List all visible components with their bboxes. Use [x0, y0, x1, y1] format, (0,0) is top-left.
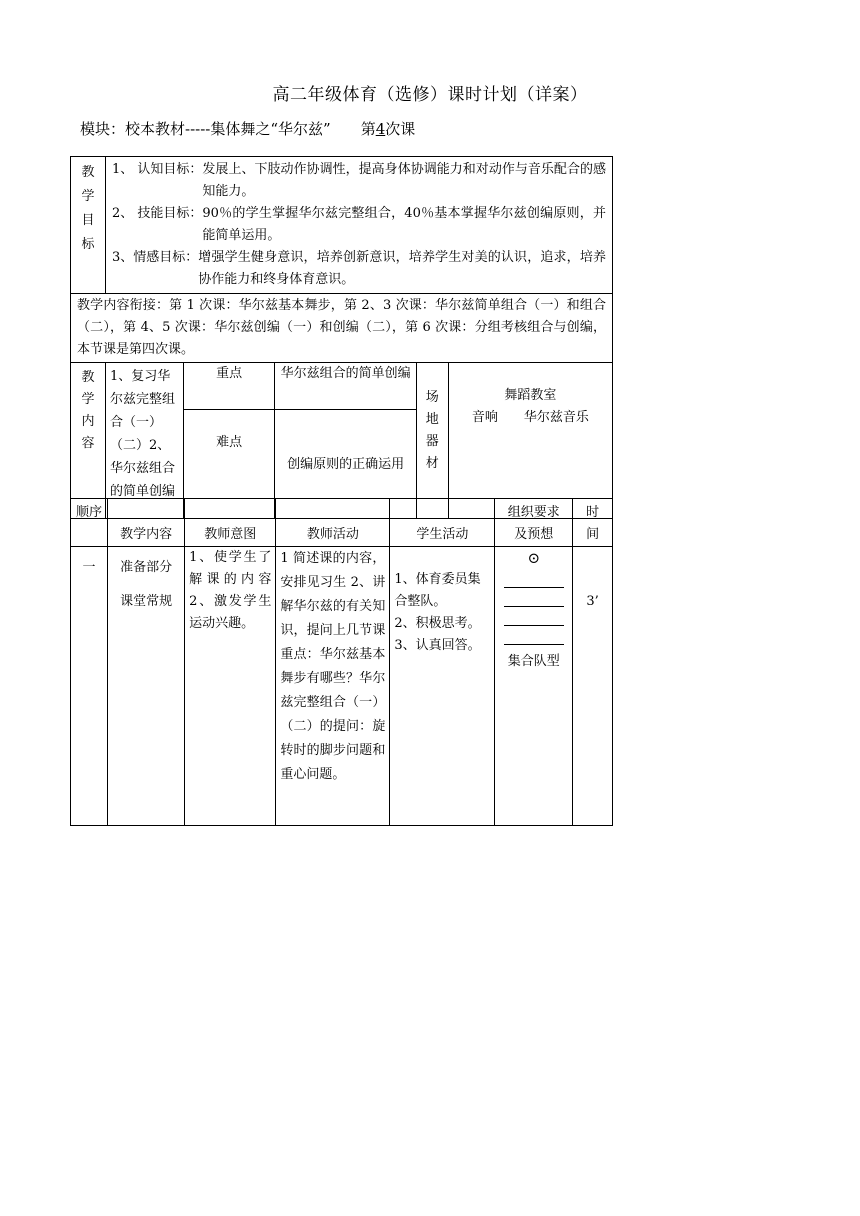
module-text: 模块：校本教材-----集体舞之“华尔兹”	[80, 120, 331, 138]
student-activity: 1、体育委员集合整队。	[394, 572, 481, 609]
venue-line1: 舞蹈教室	[504, 388, 557, 403]
activity-row	[71, 547, 613, 826]
goal-item	[112, 247, 606, 291]
formation-symbol: ⊙	[527, 549, 541, 567]
content-items: 1、复习华尔兹完整组合（一）（二）2、华尔兹组合的简单创编	[106, 363, 184, 519]
page-title: 高二年级体育（选修）课时计划（详案）	[272, 85, 588, 105]
row-teacher: 1 简述课的内容，安排见习生 2、讲解华尔兹的有关知识，提问上几节课重点：华尔兹基本舞步有哪些？华尔兹完整组合（一）（二）的提问：旋转时的脚步问题和重心问题。	[276, 547, 390, 826]
lesson-prefix: 第	[360, 120, 376, 138]
venue-label: 场地器材	[416, 363, 448, 519]
header-teacher: 教师活动	[276, 499, 390, 547]
header-row	[71, 499, 613, 547]
lesson-suffix: 次课	[385, 120, 416, 138]
venue-cell	[448, 363, 612, 519]
formation-line	[504, 594, 564, 607]
goal-text: 发展上、下肢动作协调性，提高身体协调能力和对动作与音乐配合的感知能力。	[202, 162, 606, 199]
formation-line	[504, 613, 564, 626]
header-org: 组织要求及预想	[495, 499, 573, 547]
key-label: 重点	[183, 363, 275, 410]
goals-label: 教学目标	[71, 157, 106, 294]
header-content: 教学内容	[108, 499, 185, 547]
goal-key: 2、 技能目标：	[112, 206, 203, 221]
goals-cell	[106, 157, 613, 294]
plan-table-top	[70, 156, 613, 519]
plan-table-activities	[70, 498, 613, 826]
lesson-subtitle	[80, 118, 415, 139]
goal-item	[112, 203, 606, 247]
row-content	[108, 547, 185, 826]
row-org	[495, 547, 573, 826]
diff-label: 难点	[183, 410, 275, 519]
key-text: 华尔兹组合的简单创编	[275, 363, 416, 410]
link-content: 教学内容衔接：第 1 次课：华尔兹基本舞步，第 2、3 次课：华尔兹简单组合（一）和组合（二），第 4、5 次课：华尔兹创编（一）和创编（二），第 6 次课：分组考核组合与创编，本节课是第四次课。	[71, 294, 613, 363]
header-student: 学生活动	[390, 499, 495, 547]
student-activity: 2、积极思考。	[394, 616, 481, 631]
goal-key: 1、 认知目标：	[112, 162, 203, 177]
content-label: 教学内容	[71, 363, 106, 519]
goal-key: 3、情感目标：	[112, 250, 199, 265]
goal-text: 增强学生健身意识，培养创新意识，培养学生对美的认识，追求，培养协作能力和终身体育意识。	[198, 250, 606, 287]
lesson-number: 4	[375, 120, 386, 138]
content-row-1	[71, 363, 613, 410]
row-content-part: 准备部分	[120, 560, 173, 575]
row-time: 3’	[573, 547, 613, 826]
row-order: 一	[71, 547, 108, 826]
diff-text: 创编原则的正确运用	[275, 410, 416, 519]
goal-item	[112, 159, 606, 203]
goal-text: 90％的学生掌握华尔兹完整组合，40％基本掌握华尔兹创编原则，并能简单运用。	[202, 206, 606, 243]
header-intent: 教师意图	[185, 499, 276, 547]
link-row	[71, 294, 613, 363]
header-order: 顺序	[71, 499, 108, 547]
row-intent: 1、使学生了解课的内容 2、激发学生运动兴趣。	[185, 547, 276, 826]
row-content-routine: 课堂常规	[120, 594, 173, 609]
formation-line	[504, 632, 564, 645]
header-time: 时间	[573, 499, 613, 547]
formation-line	[504, 575, 564, 588]
formation-text: 集合队型	[507, 654, 560, 669]
venue-line2: 音响 华尔兹音乐	[471, 410, 589, 425]
student-activity: 3、认真回答。	[394, 638, 481, 653]
goals-row	[71, 157, 613, 294]
row-student	[390, 547, 495, 826]
